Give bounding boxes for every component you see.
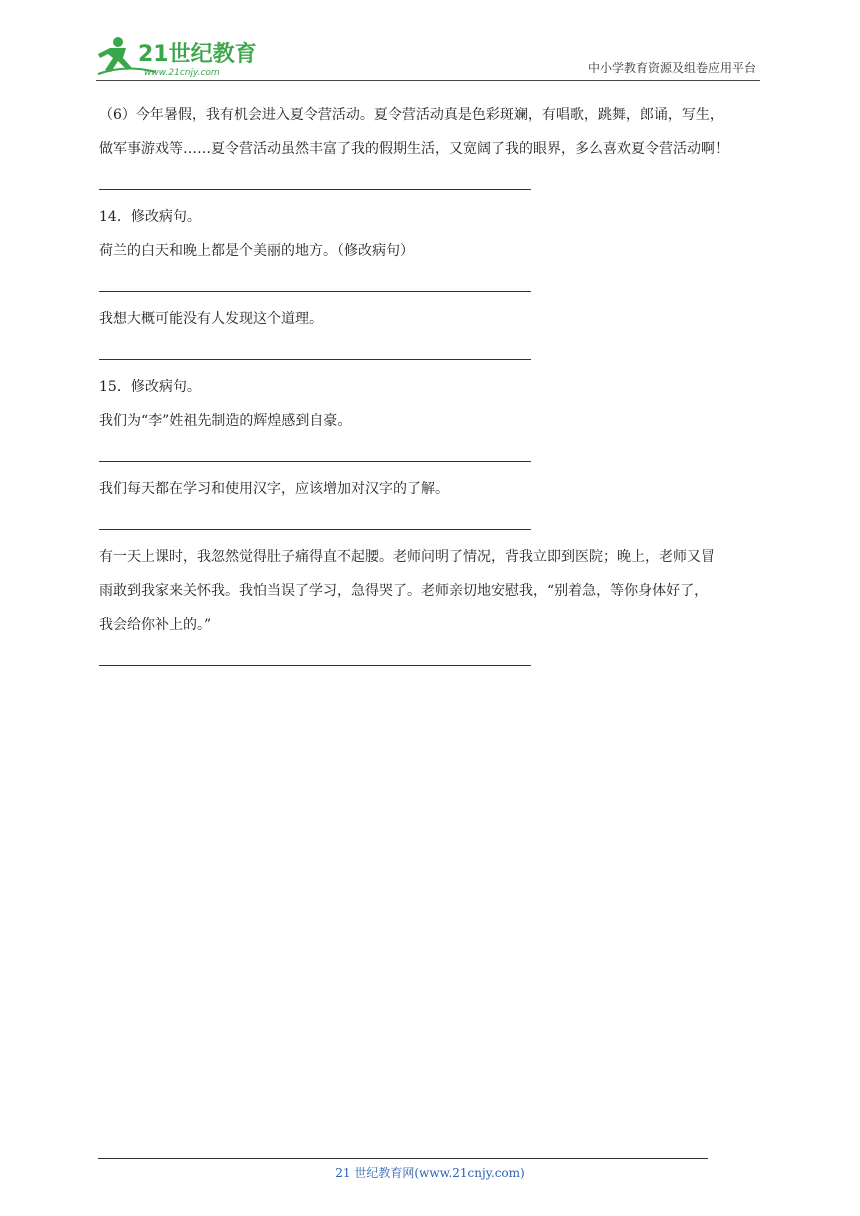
answer-line[interactable] (99, 166, 765, 200)
page-header (96, 34, 760, 81)
question-15-sentence-3-line-3: 我会给你补上的。” (99, 617, 212, 633)
question-14-sentence-2: 我想大概可能没有人发现这个道理。 (99, 311, 323, 327)
question-14-heading: 14．修改病句。 (99, 209, 201, 225)
answer-line[interactable] (99, 506, 765, 540)
footer-divider (98, 1158, 708, 1159)
question-15-sentence-1: 我们为“李”姓祖先制造的辉煌感到自豪。 (99, 413, 352, 429)
page-content (99, 98, 765, 676)
section-6-line-2: 做军事游戏等……夏令营活动虽然丰富了我的假期生活，又宽阔了我的眼界，多么喜欢夏令营活动啊！ (99, 141, 729, 157)
question-15-sentence-2: 我们每天都在学习和使用汉字，应该增加对汉字的了解。 (99, 481, 449, 497)
logo-url: www.21cnjy.com (144, 68, 220, 78)
answer-line[interactable] (99, 438, 765, 472)
answer-line[interactable] (99, 268, 765, 302)
platform-label: 中小学教育资源及组卷应用平台 (587, 61, 756, 75)
question-14-sentence-1: 荷兰的白天和晚上都是个美丽的地方。（修改病句） (99, 243, 414, 259)
logo-text: 21世纪教育 (138, 42, 257, 67)
answer-line[interactable] (99, 336, 765, 370)
answer-line[interactable] (99, 642, 765, 676)
footer-link[interactable]: 21 世纪教育网(www.21cnjy.com) (335, 1166, 525, 1180)
site-logo (96, 34, 266, 78)
question-15-sentence-3-line-2: 雨敢到我家来关怀我。我怕当误了学习，急得哭了。老师亲切地安慰我，“别着急，等你身体好了， (99, 583, 709, 599)
question-15-sentence-3-line-1: 有一天上课时，我忽然觉得肚子痛得直不起腰。老师问明了情况，背我立即到医院；晚上，老师又冒 (99, 549, 715, 565)
question-15-heading: 15．修改病句。 (99, 379, 201, 395)
section-6-line-1: （6）今年暑假，我有机会进入夏令营活动。夏令营活动真是色彩斑斓，有唱歌，跳舞，郎诵，写生， (99, 107, 724, 123)
